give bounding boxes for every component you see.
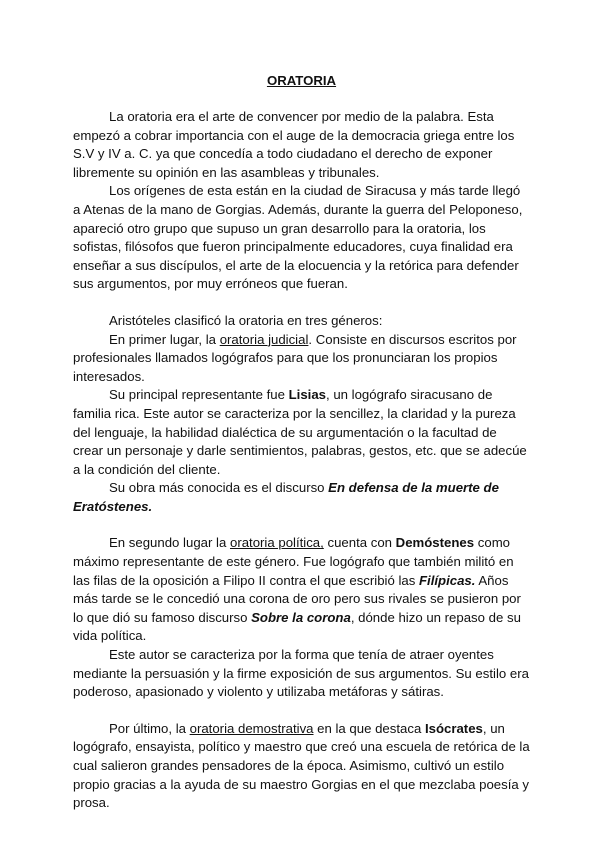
name-lisias: Lisias: [288, 387, 326, 403]
page-title: ORATORIA: [266, 73, 337, 88]
work-title-sobre-la-corona: Sobre la corona: [251, 609, 351, 625]
text-run: Por último, la: [109, 720, 190, 736]
text-run: . Consiste en discursos escritos por profesionales llamados logógrafos para que los pronunciaran los propios interesados.: [73, 331, 517, 384]
paragraph-gap: [73, 702, 530, 720]
paragraph-lisias: [73, 386, 530, 479]
paragraph-judicial: [73, 331, 530, 387]
work-title-eratostenes: En defensa de la muerte de Eratóstenes.: [73, 480, 499, 514]
paragraph-demostenes-style: Este autor se caracteriza por la forma que tenía de atraer oyentes mediante la persuasión y la firme exposición de sus argumentos. Su estilo era poderoso, apasionado y violento y utilizaba metáforas y sátiras.: [73, 647, 529, 700]
text-run: Su obra más conocida es el discurso: [109, 480, 329, 496]
term-oratoria-judicial: oratoria judicial: [219, 331, 309, 347]
text-run: , un logógrafo, ensayista, político y maestro que creó una escuela de retórica de la cual salieron grandes pensadores de la época. Asimismo, cultivó un estilo propio gracias a la ayuda de su maestro Gorgias en el que mezclaba poesía y prosa.: [73, 720, 530, 811]
name-demostenes: Demóstenes: [395, 535, 475, 551]
text-run: , un logógrafo siracusano de familia rica. Este autor se caracteriza por la sencillez, la claridad y la pureza del lenguaje, la habilidad dialéctica de su argumentación o la facultad de crear un personaje y darle sentimientos, palabras, gestos, etc. que se adecúe a la condición del cliente.: [73, 387, 527, 477]
work-title-filipicas: Filípicas.: [419, 572, 476, 588]
paragraph-gap: [73, 516, 530, 534]
name-isocrates: Isócrates: [424, 720, 483, 736]
term-oratoria-demostrativa: oratoria demostrativa: [189, 720, 314, 736]
paragraph-politica: [73, 534, 530, 646]
paragraph-gap: [73, 294, 530, 312]
text-run: en la que destaca: [313, 720, 425, 736]
paragraph-lisias-work: [73, 479, 530, 516]
paragraph-classification: Aristóteles clasificó la oratoria en tres géneros:: [109, 312, 383, 328]
text-run: En segundo lugar la: [109, 535, 230, 551]
paragraph-origins: Los orígenes de esta están en la ciudad de Siracusa y más tarde llegó a Atenas de la mano de Gorgias. Además, durante la guerra del Peloponeso, apareció otro grupo que supuso un gran desarrollo para la oratoria, los sofistas, filósofos que fueron principalmente educadores, cuya finalidad era enseñar a sus discípulos, el arte de la elocuencia y la retórica para defender sus argumentos, por muy erróneos que fueran.: [73, 183, 523, 292]
term-oratoria-politica: oratoria política,: [229, 535, 324, 551]
text-run: como máximo representante de este género. Fue logógrafo que también militó en las filas de la oposición a Filipo II contra el que escribió las: [73, 535, 514, 588]
text-run: En primer lugar, la: [109, 331, 220, 347]
paragraph-definition: La oratoria era el arte de convencer por medio de la palabra. Esta empezó a cobrar importancia con el auge de la democracia griega entre los S.V y IV a. C. ya que concedía a todo ciudadano el derecho de exponer libremente su opinión en las asambleas y tribunales.: [73, 109, 515, 180]
text-run: Años más tarde se le concedió una corona de oro pero sus rivales se pusieron por lo que dió su famoso discurso: [73, 572, 521, 625]
text-run: Su principal representante fue: [109, 387, 289, 403]
paragraph-demostrativa: [73, 720, 530, 813]
text-run: cuenta con: [323, 535, 396, 551]
text-run: , dónde hizo un repaso de su vida política.: [73, 609, 521, 644]
